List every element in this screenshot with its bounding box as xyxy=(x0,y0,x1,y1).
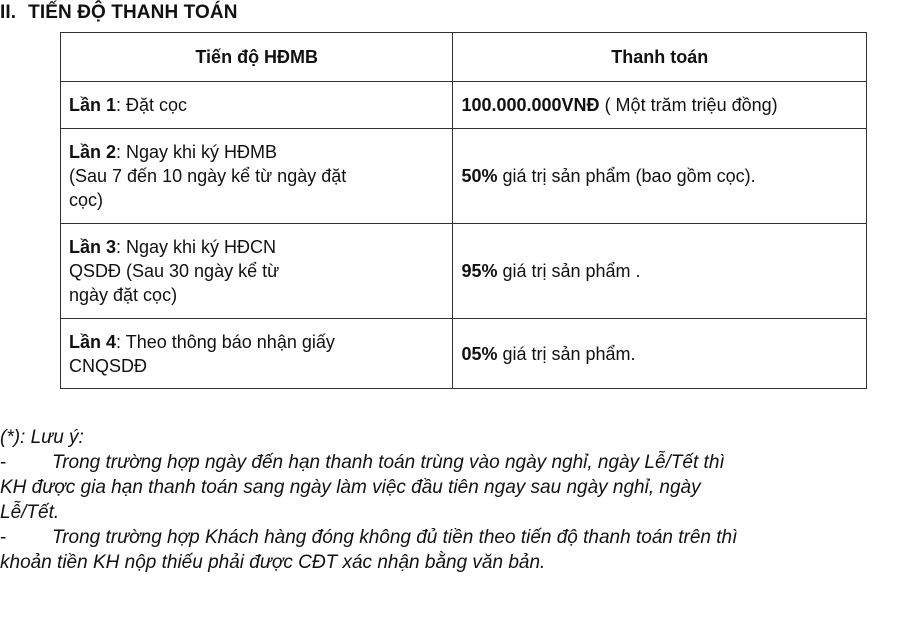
payment-text: giá trị sản phẩm (bao gồm cọc). xyxy=(497,166,756,186)
stage-text-line: : Theo thông báo nhận giấy xyxy=(116,331,335,352)
payment-cell xyxy=(453,319,867,389)
stage-cell xyxy=(61,82,453,129)
notes-heading: (*): Lưu ý: xyxy=(0,427,84,448)
table-row xyxy=(61,319,867,389)
note-dash: - xyxy=(0,527,7,548)
note-dash: - xyxy=(0,452,7,473)
stage-text-line: : Ngay khi ký HĐCN xyxy=(116,237,277,257)
column-header-stage: Tiến độ HĐMB xyxy=(61,33,453,82)
stage-text-line: ngày đặt cọc) xyxy=(69,285,178,305)
stage-text-line: (Sau 7 đến 10 ngày kể từ ngày đặt xyxy=(69,166,347,186)
table-row xyxy=(61,129,867,224)
table-row xyxy=(61,224,867,319)
table-row xyxy=(61,82,867,129)
note-line: Trong trường hợp Khách hàng đóng không đủ tiền theo tiến độ thanh toán trên thì xyxy=(52,527,738,548)
notes-section xyxy=(0,425,890,575)
stage-label: Lần 4 xyxy=(69,331,117,352)
note-item xyxy=(0,525,890,550)
section-number: II. xyxy=(0,2,17,23)
payment-amount: 50% xyxy=(461,166,498,186)
note-line: KH được gia hạn thanh toán sang ngày làm việc đầu tiên ngay sau ngày nghỉ, ngày xyxy=(0,477,701,498)
stage-cell xyxy=(61,319,453,389)
payment-text: ( Một trăm triệu đồng) xyxy=(599,95,778,115)
stage-label: Lần 3 xyxy=(69,237,117,257)
note-item xyxy=(0,450,890,475)
stage-cell xyxy=(61,129,453,224)
section-title: TIẾN ĐỘ THANH TOÁN xyxy=(28,2,238,23)
payment-cell xyxy=(453,82,867,129)
stage-label: Lần 1 xyxy=(69,95,117,115)
payment-amount: 05% xyxy=(461,343,498,364)
note-line: Lễ/Tết. xyxy=(0,502,60,523)
stage-text-line: : Đặt cọc xyxy=(116,95,188,115)
note-line: khoản tiền KH nộp thiếu phải được CĐT xác nhận bằng văn bản. xyxy=(0,552,546,573)
section-heading xyxy=(0,2,238,24)
payment-schedule-table xyxy=(60,32,867,389)
column-header-payment: Thanh toán xyxy=(453,33,867,82)
payment-text: giá trị sản phẩm. xyxy=(497,343,636,364)
payment-amount: 95% xyxy=(461,261,498,281)
stage-text-line: cọc) xyxy=(69,190,104,210)
note-line: Trong trường hợp ngày đến hạn thanh toán trùng vào ngày nghỉ, ngày Lễ/Tết thì xyxy=(52,452,725,473)
payment-cell xyxy=(453,224,867,319)
table-header-row xyxy=(61,33,867,82)
stage-label: Lần 2 xyxy=(69,142,117,162)
payment-amount: 100.000.000VNĐ xyxy=(461,95,600,115)
stage-text-line: QSDĐ (Sau 30 ngày kể từ xyxy=(69,261,280,281)
payment-text: giá trị sản phẩm . xyxy=(497,261,641,281)
stage-text-line: CNQSDĐ xyxy=(69,355,148,376)
payment-cell xyxy=(453,129,867,224)
stage-cell xyxy=(61,224,453,319)
stage-text-line: : Ngay khi ký HĐMB xyxy=(116,142,278,162)
